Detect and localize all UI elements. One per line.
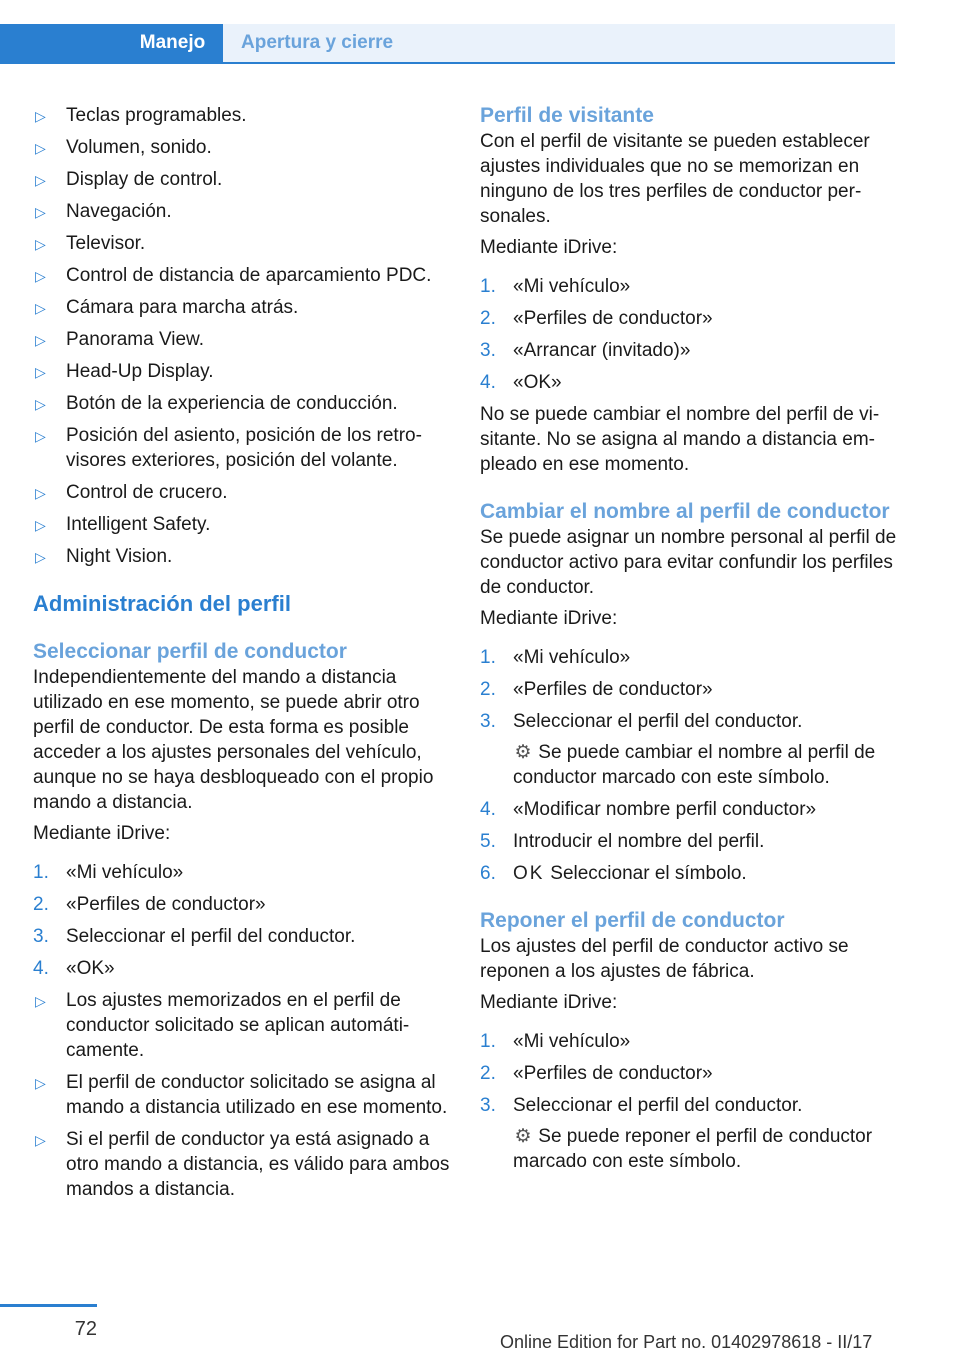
subsection-heading: Cambiar el nombre al perfil de conductor <box>480 500 890 523</box>
list-item: ▷ Control de crucero. <box>33 480 451 505</box>
list-item: ▷ Si el perfil de conductor ya está asignado a otro mando a distancia, es válido para ambos mandos a distancia. <box>35 1129 450 1200</box>
list-item: 1. «Mi vehículo» <box>33 862 184 883</box>
list-item: 1. «Mi vehículo» <box>480 276 631 297</box>
paragraph: Los ajustes del perfil de conductor activo se reponen a los ajustes de fábrica. <box>480 936 849 982</box>
paragraph-idrive: Mediante iDrive: <box>33 823 171 844</box>
section-heading: Administración del perfil <box>33 591 291 616</box>
edition-note: Online Edition for Part no. 01402978618 - II/17 <box>500 1332 873 1352</box>
list-item: 4. «Modificar nombre perfil conductor» <box>480 799 817 820</box>
paragraph: Independientemente del mando a distancia utilizado en ese momento, se puede abrir otro perfil de conductor. De esta forma es posible acceder a los ajustes personales del vehículo, aunque no se haya desbloqueado con el propio mando a distancia. <box>33 667 434 813</box>
header-bar <box>0 24 122 62</box>
list-item: ▷ Head-Up Display. <box>33 359 451 384</box>
feature-list <box>33 103 451 569</box>
page-number: 72 <box>74 1318 97 1340</box>
right-column <box>480 103 898 1181</box>
list-item: ▷ Display de control. <box>33 167 451 192</box>
paragraph: No se puede cambiar el nombre del perfil de visitante. No se asigna al mando a distancia empleado en ese momento. <box>480 404 880 475</box>
list-item: 3. Seleccionar el perfil del conductor. <box>480 711 803 732</box>
paragraph-idrive: Mediante iDrive: <box>480 608 618 629</box>
triangle-right-icon: ▷ <box>35 993 46 1009</box>
list-item: ▷ Posición del asiento, posición de los retrovisores exteriores, posición del volante. <box>35 425 422 471</box>
list-item: 3. «Arrancar (invitado)» <box>480 340 691 361</box>
steps-list <box>480 645 898 734</box>
list-item: 5. Introducir el nombre del perfil. <box>480 831 765 852</box>
list-item: ▷ Night Vision. <box>33 544 451 569</box>
list-item: 4. «OK» <box>33 958 115 979</box>
list-item: ▷ Cámara para marcha atrás. <box>33 295 451 320</box>
list-item: ▷ Intelligent Safety. <box>33 512 451 537</box>
list-item: 3. Seleccionar el perfil del conductor. <box>480 1095 803 1116</box>
list-item: ▷ Navegación. <box>33 199 451 224</box>
steps-list <box>480 797 898 886</box>
subsection-heading: Seleccionar perfil de conductor <box>33 640 347 663</box>
left-column <box>33 103 451 1209</box>
list-item: 1. «Mi vehículo» <box>480 1031 631 1052</box>
triangle-right-icon: ▷ <box>35 517 46 533</box>
list-item: 2. «Perfiles de conductor» <box>480 1063 713 1084</box>
triangle-right-icon: ▷ <box>35 1132 46 1148</box>
list-item: 2. «Perfiles de conductor» <box>480 679 713 700</box>
steps-list <box>480 274 898 395</box>
triangle-right-icon: ▷ <box>35 140 46 156</box>
list-item: ▷ Los ajustes memorizados en el perfil de conductor solicitado se aplican automáticamente. <box>35 990 410 1061</box>
triangle-right-icon: ▷ <box>35 332 46 348</box>
list-item: ▷ Televisor. <box>33 231 451 256</box>
triangle-right-icon: ▷ <box>35 549 46 565</box>
paragraph: Se puede asignar un nombre personal al perfil de conductor activo para evitar confundir los perfiles de conductor. <box>480 527 897 598</box>
triangle-right-icon: ▷ <box>35 236 46 252</box>
steps-list <box>480 1029 898 1118</box>
triangle-right-icon: ▷ <box>35 204 46 220</box>
triangle-right-icon: ▷ <box>35 1075 46 1091</box>
tab-manejo[interactable]: Manejo <box>122 24 223 62</box>
paragraph-idrive: Mediante iDrive: <box>480 992 618 1013</box>
list-item: 2. «Perfiles de conductor» <box>33 894 266 915</box>
subsection-heading: Reponer el perfil de conductor <box>480 909 785 932</box>
list-item: ▷ Botón de la experiencia de conducción. <box>33 391 451 416</box>
list-item: 2. «Perfiles de conductor» <box>480 308 713 329</box>
triangle-right-icon: ▷ <box>35 108 46 124</box>
triangle-right-icon: ▷ <box>35 268 46 284</box>
list-item: ▷ Teclas programables. <box>33 103 451 128</box>
list-item: ▷ El perfil de conductor solicitado se asigna al mando a distancia utilizado en ese momento. <box>35 1072 448 1118</box>
gear-icon: ⚙ <box>514 1126 532 1147</box>
list-item: 4. «OK» <box>480 372 562 393</box>
list-item: ▷ Panorama View. <box>33 327 451 352</box>
paragraph-idrive: Mediante iDrive: <box>480 237 618 258</box>
ok-icon: OK <box>513 863 545 884</box>
list-item: ▷ Volumen, sonido. <box>33 135 451 160</box>
subsection-heading: Perfil de visitante <box>480 104 654 127</box>
symbol-note: ⚙ Se puede reponer el perfil de conductor marcado con este símbolo. <box>513 1126 873 1172</box>
list-item: ▷ Control de distancia de aparcamiento PDC. <box>33 263 451 288</box>
footer-rule <box>0 1304 97 1307</box>
triangle-right-icon: ▷ <box>35 396 46 412</box>
paragraph: Con el perfil de visitante se pueden establecer ajustes individuales que no se memorizan en ninguno de los tres perfiles de conductor personales. <box>480 131 870 227</box>
steps-list <box>33 860 451 981</box>
triangle-right-icon: ▷ <box>35 300 46 316</box>
notes-list <box>33 988 451 1202</box>
page-header <box>0 0 895 64</box>
list-item: 3. Seleccionar el perfil del conductor. <box>33 926 356 947</box>
symbol-note: ⚙ Se puede cambiar el nombre al perfil de conductor marcado con este símbolo. <box>513 742 876 788</box>
triangle-right-icon: ▷ <box>35 485 46 501</box>
list-item: 6. OK Seleccionar el símbolo. <box>480 863 747 884</box>
list-item: 1. «Mi vehículo» <box>480 647 631 668</box>
triangle-right-icon: ▷ <box>35 364 46 380</box>
triangle-right-icon: ▷ <box>35 172 46 188</box>
tab-apertura-y-cierre[interactable]: Apertura y cierre <box>223 24 895 62</box>
triangle-right-icon: ▷ <box>35 428 46 444</box>
gear-icon: ⚙ <box>514 742 532 763</box>
